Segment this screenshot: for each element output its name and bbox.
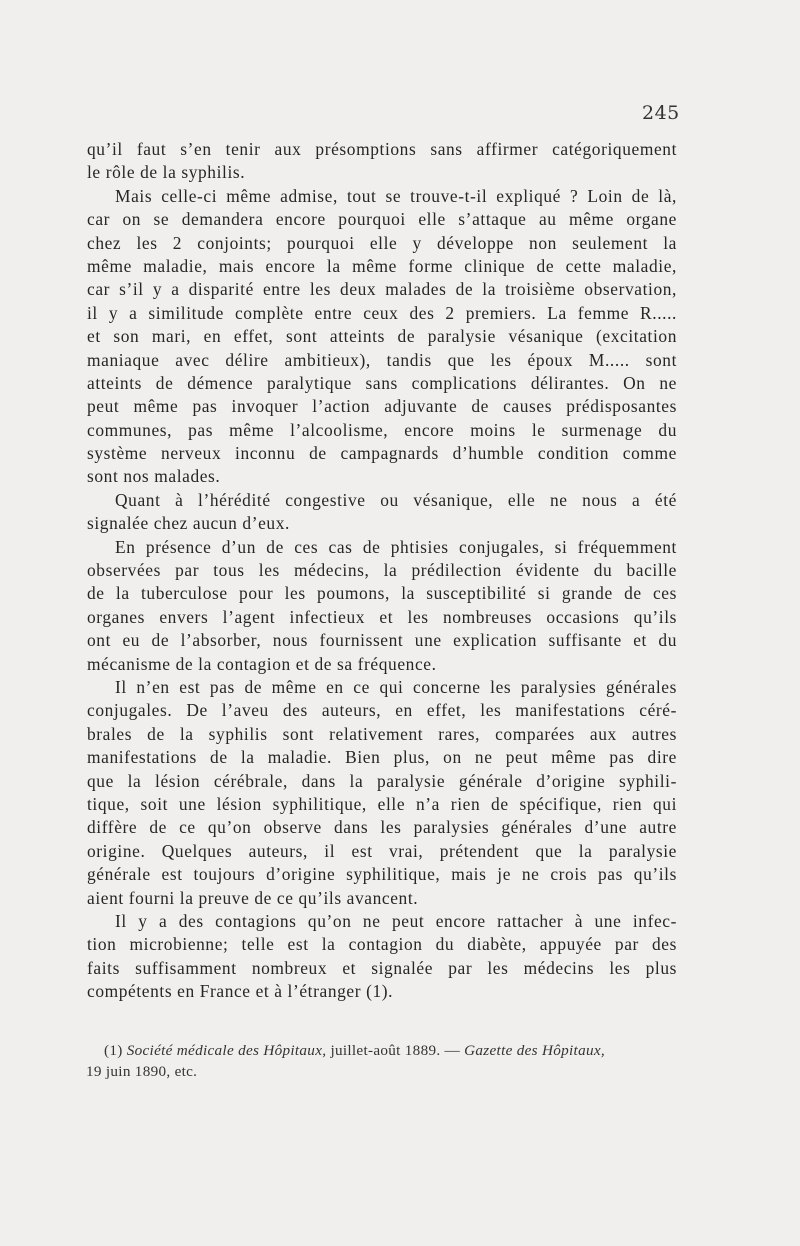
text-line: peut même pas invoquer l’action adjuvante de causes prédisposantes xyxy=(87,396,677,417)
footnote-line xyxy=(104,1041,679,1062)
text-line: maniaque avec délire ambitieux), tandis que les époux M..... sont xyxy=(87,349,677,370)
text-line: tion microbienne; telle est la contagion du diabète, appuyée par des xyxy=(87,934,677,955)
text-line: générale est toujours d’origine syphilitique, mais je ne crois pas qu’ils xyxy=(87,864,677,885)
text-line: Il n’en est pas de même en ce qui concerne les paralysies générales xyxy=(115,676,677,697)
footnote xyxy=(86,1041,679,1082)
text-line: de la tuberculose pour les poumons, la susceptibilité si grande de ces xyxy=(87,583,677,604)
text-line: brales de la syphilis sont relativement rares, comparées aux autres xyxy=(87,723,677,744)
footnote-date: juillet-août 1889. — xyxy=(326,1042,465,1059)
text-line: ont eu de l’absorber, nous fournissent une explication suffisante et du xyxy=(87,630,677,651)
text-line: que la lésion cérébrale, dans la paralysie générale d’origine syphili- xyxy=(87,770,677,791)
text-line: origine. Quelques auteurs, il est vrai, prétendent que la paralysie xyxy=(87,840,677,861)
text-line: compétents en France et à l’étranger (1). xyxy=(87,981,394,1002)
text-line: observées par tous les médecins, la prédilection évidente du bacille xyxy=(87,560,677,581)
text-line: tique, soit une lésion syphilitique, elle n’a rien de spécifique, rien qui xyxy=(87,793,677,814)
footnote-date: 19 juin 1890, etc. xyxy=(86,1062,198,1080)
text-line: En présence d’un de ces cas de phtisies conjugales, si fréquemment xyxy=(115,536,677,557)
footnote-source: Gazette des Hôpitaux, xyxy=(464,1042,605,1059)
page-number: 245 xyxy=(642,102,680,124)
text-line: aient fourni la preuve de ce qu’ils avancent. xyxy=(87,887,419,908)
text-line: manifestations de la maladie. Bien plus, on ne peut même pas dire xyxy=(87,747,677,768)
text-line: même maladie, mais encore la même forme clinique de cette maladie, xyxy=(87,255,677,276)
text-line: et son mari, en effet, sont atteints de paralysie vésanique (excitation xyxy=(87,326,677,347)
text-line: faits suffisamment nombreux et signalée par les médecins les plus xyxy=(87,957,677,978)
footnote-marker: (1) xyxy=(104,1042,123,1059)
text-line: mécanisme de la contagion et de sa fréquence. xyxy=(87,653,437,674)
text-line: atteints de démence paralytique sans complications délirantes. On ne xyxy=(87,372,677,393)
text-line: système nerveux inconnu de campagnards d’humble condition comme xyxy=(87,443,677,464)
text-line: qu’il faut s’en tenir aux présomptions sans affirmer catégoriquement xyxy=(87,139,677,159)
text-line: chez les 2 conjoints; pourquoi elle y développe non seulement la xyxy=(87,232,677,253)
text-line: il y a similitude complète entre ceux des 2 premiers. La femme R..... xyxy=(87,302,677,323)
text-line: communes, pas même l’alcoolisme, encore moins le surmenage du xyxy=(87,419,677,440)
footnote-source: Société médicale des Hôpitaux, xyxy=(126,1042,327,1059)
text-line: signalée chez aucun d’eux. xyxy=(87,513,290,534)
text-line: Quant à l’hérédité congestive ou vésanique, elle ne nous a été xyxy=(115,489,677,510)
text-line: car s’il y a disparité entre les deux malades de la troisième observation, xyxy=(87,279,677,300)
text-line: conjugales. De l’aveu des auteurs, en effet, les manifestations céré- xyxy=(87,700,677,721)
text-line: car on se demandera encore pourquoi elle s’attaque au même organe xyxy=(87,209,677,230)
text-line: Mais celle-ci même admise, tout se trouve-t-il expliqué ? Loin de là, xyxy=(115,185,677,206)
text-line: sont nos malades. xyxy=(87,466,221,487)
body-text xyxy=(87,138,677,1003)
text-line: le rôle de la syphilis. xyxy=(87,162,246,183)
text-line: diffère de ce qu’on observe dans les paralysies générales d’une autre xyxy=(87,817,677,838)
text-line: organes envers l’agent infectieux et les nombreuses occasions qu’ils xyxy=(87,606,677,627)
text-line: Il y a des contagions qu’on ne peut encore rattacher à une infec- xyxy=(115,910,677,931)
